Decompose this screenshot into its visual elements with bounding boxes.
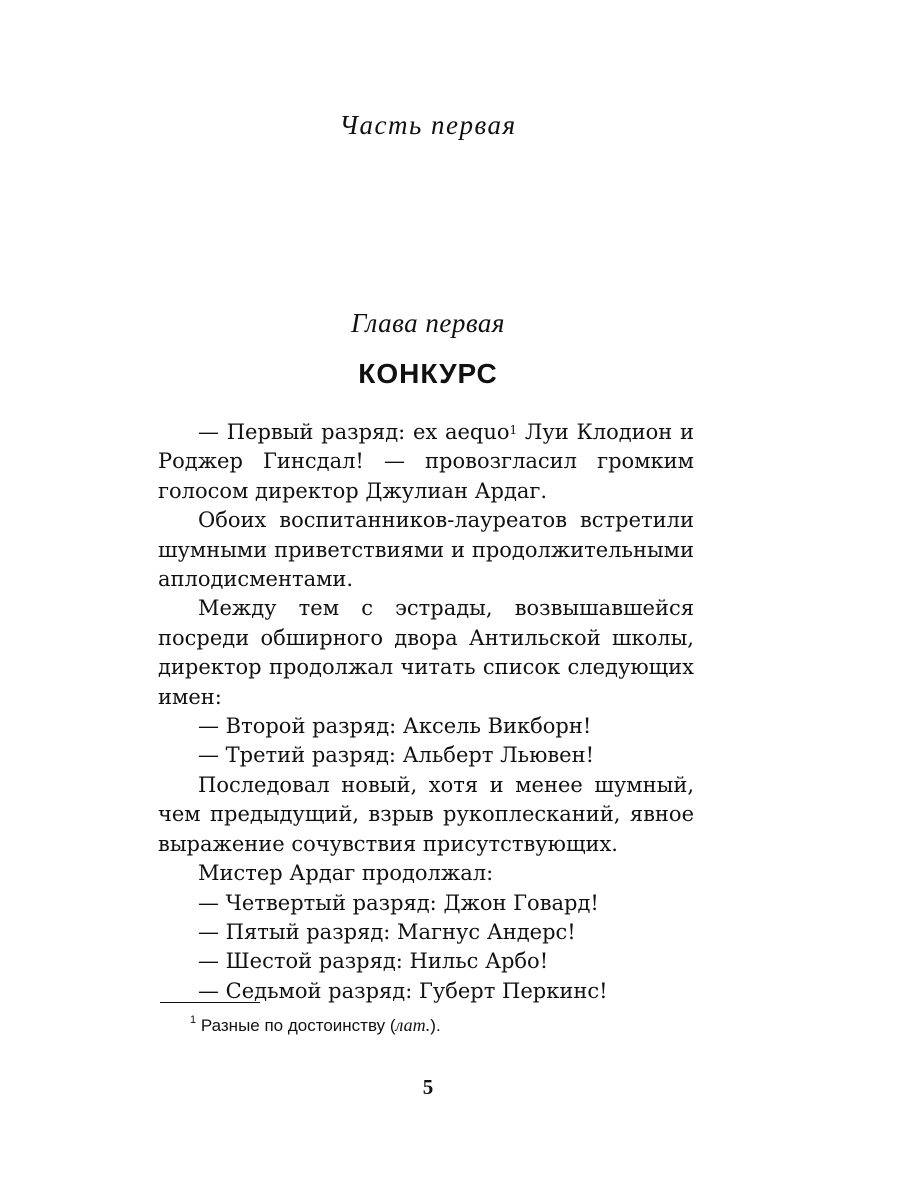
paragraph: Мистер Ардаг продолжал: bbox=[198, 861, 494, 886]
paragraph: Между тем с эстрады, возвышавшейся посреди обширного двора Антильской школы, директор продолжал читать список следующих имен: bbox=[158, 596, 694, 709]
paragraph-text: — Первый разряд: ex aequo bbox=[198, 420, 510, 444]
paragraph bbox=[158, 418, 694, 506]
footnote bbox=[190, 1015, 441, 1036]
chapter-title: Глава первая bbox=[351, 308, 505, 338]
paragraph: — Четвертый разряд: Джон Говард! bbox=[198, 890, 599, 915]
footnote-divider bbox=[160, 1002, 260, 1003]
footnote-mark: 1 bbox=[190, 1014, 197, 1026]
page-number: 5 bbox=[422, 1075, 434, 1099]
paragraph: — Седьмой разряд: Губерт Перкинс! bbox=[198, 978, 608, 1003]
paragraph: Обоих воспитанников-лауреатов встретили шумными приветствиями и продолжительными аплодисментами. bbox=[158, 508, 694, 592]
paragraph-text: Луи Клодион и Роджер Гинсдал! — провозгласил громким голосом директор Джулиан Ардаг. bbox=[158, 420, 694, 503]
paragraph: — Третий разряд: Альберт Льювен! bbox=[198, 743, 595, 768]
footnote-text-end: ). bbox=[430, 1016, 441, 1035]
paragraph: — Пятый разряд: Магнус Андерс! bbox=[198, 919, 576, 944]
body-text bbox=[158, 418, 694, 1006]
part-title: Часть первая bbox=[339, 110, 517, 140]
footnote-text: Разные по достоинству ( bbox=[196, 1016, 396, 1035]
footnote-italic-text: лат. bbox=[395, 1015, 431, 1035]
chapter-heading: КОНКУРС bbox=[358, 358, 498, 389]
paragraph: Последовал новый, хотя и менее шумный, чем предыдущий, взрыв рукоплесканий, явное выражение сочувствия присутствующих. bbox=[158, 772, 694, 856]
paragraph: — Шестой разряд: Нильс Арбо! bbox=[198, 949, 549, 974]
footnote-reference: 1 bbox=[509, 423, 518, 437]
paragraph: — Второй разряд: Аксель Викборн! bbox=[198, 714, 592, 739]
